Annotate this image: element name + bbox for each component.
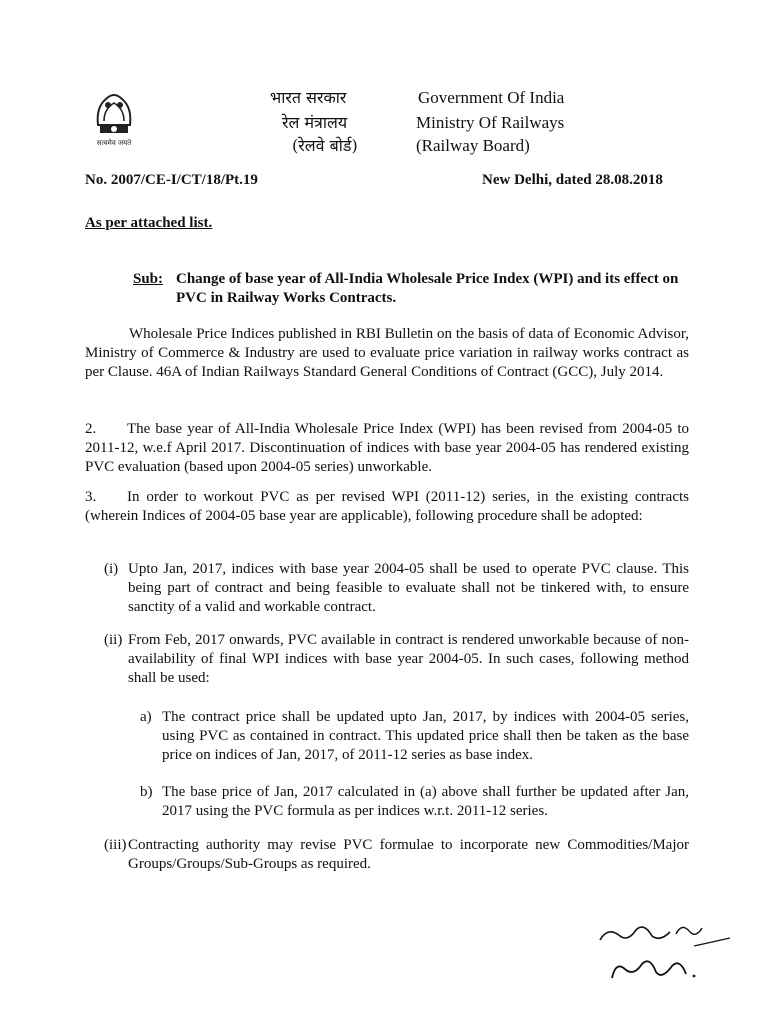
list-item-i — [104, 560, 689, 617]
list-item-ii — [104, 631, 689, 688]
header-hindi-board: (रेलवे बोर्ड) — [292, 136, 358, 155]
national-emblem-icon — [86, 85, 142, 151]
subject-label: Sub: — [133, 271, 164, 287]
list-item-ii-text: From Feb, 2017 onwards, PVC available in contract is rendered unworkable because of non-availability of final WPI indices with base year 2004-05. In such cases, following method shall be used: — [128, 632, 689, 686]
header-hindi-ministry: रेल मंत्रालय — [282, 113, 348, 132]
reference-number: No. 2007/CE-I/CT/18/Pt.19 — [85, 172, 258, 188]
header-line-ministry — [282, 111, 564, 133]
header-line-government — [270, 86, 564, 108]
list-item-iii-text: Contracting authority may revise PVC formulae to incorporate new Commodities/Major Groups/Groups/Sub-Groups as required. — [128, 837, 689, 872]
sub-item-b — [140, 783, 689, 821]
paragraph-3 — [85, 488, 689, 526]
sub-item-a-text: The contract price shall be updated upto Jan, 2017, by indices with 2004-05 series, using PVC as contained in contract. This updated price shall then be taken as the base price on indices of Jan, 2017, of 2011-12 series as base index. — [162, 709, 689, 763]
header-english-ministry: Ministry Of Railways — [416, 113, 565, 132]
emblem-caption: सत्यमेव जयते — [96, 139, 132, 147]
paragraph-3-number: 3. — [85, 489, 97, 505]
list-item-iii — [104, 836, 689, 874]
paragraph-1: Wholesale Price Indices published in RBI Bulletin on the basis of data of Economic Advisor, Ministry of Commerce & Industry are used to evaluate price variation in railway works contract as per Clause. 46A of Indian Railways Standard General Conditions of Contract (GCC), July 2014. — [85, 326, 689, 380]
header-english-government: Government Of India — [418, 88, 565, 107]
reference-date: New Delhi, dated 28.08.2018 — [482, 172, 663, 188]
subject-text: Change of base year of All-India Wholesale Price Index (WPI) and its effect on PVC in Railway Works Contracts. — [176, 271, 679, 306]
addressee: As per attached list. — [85, 215, 213, 231]
list-item-i-marker: (i) — [104, 561, 119, 577]
handwritten-signature — [590, 912, 740, 992]
paragraph-2 — [85, 420, 689, 477]
paragraph-3-text: In order to workout PVC as per revised WPI (2011-12) series, in the existing contracts (wherein Indices of 2004-05 base year are applicable), following procedure shall be adopted: — [85, 489, 689, 524]
header-english-board: (Railway Board) — [416, 136, 530, 155]
paragraph-2-text: The base year of All-India Wholesale Price Index (WPI) has been revised from 2004-05 to 2011-12, w.e.f April 2017. Discontinuation of indices with base year 2004-05 has rendered existing PVC evaluation (based upon 2004-05 series) unworkable. — [85, 421, 689, 475]
list-item-iii-marker: (iii) — [104, 837, 127, 853]
paragraph-2-number: 2. — [85, 421, 97, 437]
header-hindi-government: भारत सरकार — [270, 88, 347, 107]
list-item-ii-marker: (ii) — [104, 632, 123, 648]
sub-item-b-marker: b) — [140, 784, 153, 800]
sub-item-a — [140, 708, 689, 765]
sub-item-a-marker: a) — [140, 709, 152, 725]
sub-item-b-text: The base price of Jan, 2017 calculated in (a) above shall further be updated after Jan, 2017 using the PVC formula as per indices w.r.t. 2011-12 series. — [162, 784, 689, 819]
list-item-i-text: Upto Jan, 2017, indices with base year 2004-05 shall be used to operate PVC clause. This being part of contract and being feasible to evaluate shall not be tinkered with, to ensure sanctity of a valid and workable contract. — [128, 561, 689, 615]
subject — [133, 270, 693, 308]
header-line-board — [292, 134, 530, 156]
